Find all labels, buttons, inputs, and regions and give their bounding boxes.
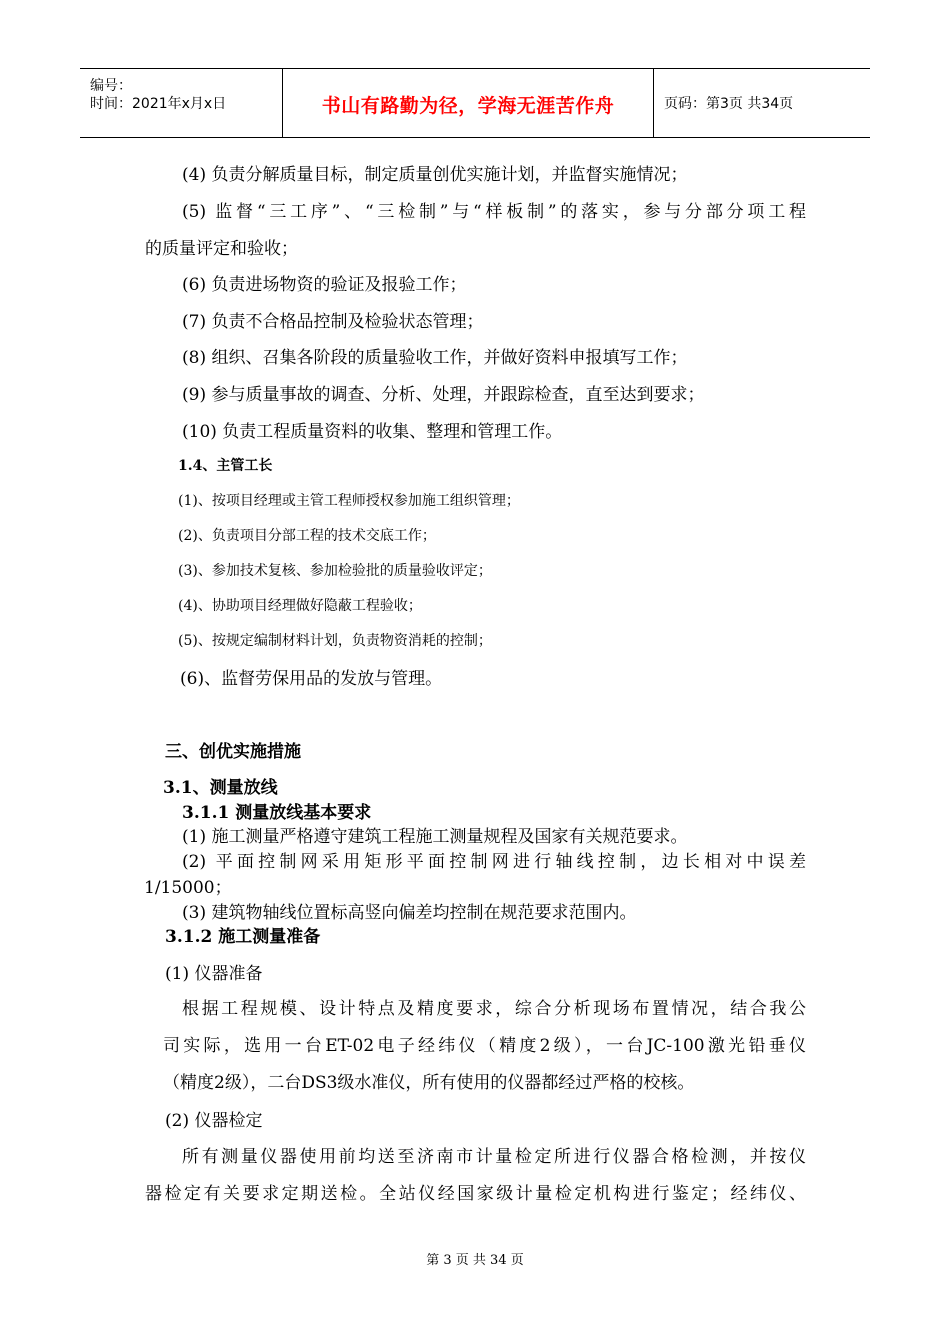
chapter-3-title: 三、创优实施措施 [165, 742, 301, 762]
number-label: 编号： [90, 78, 132, 94]
section-3-1-2-title: 3.1.2 施工测量准备 [165, 927, 321, 947]
duty-line: (7) 负责不合格品控制及检验状态管理； [182, 312, 484, 332]
para-line: （精度2级），二台DS3级水准仪，所有使用的仪器都经过严格的校核。 [163, 1073, 695, 1093]
section-3-1-title: 3.1、测量放线 [163, 778, 278, 798]
header-meta-cell [80, 69, 283, 137]
para-line: 1/15000； [144, 878, 232, 898]
date-line: 时间：2021年x月x日 [90, 96, 227, 112]
list-item: (3)、参加技术复核、参加检验批的质量验收评定； [178, 563, 492, 579]
para-line: 所有测量仪器使用前均送至济南市计量检定所进行仪器合格检测，并按仪 [182, 1147, 806, 1167]
page-footer: 第 3 页 共 34 页 [426, 1253, 524, 1268]
duty-line: (8) 组织、召集各阶段的质量验收工作，并做好资料申报填写工作； [182, 348, 688, 368]
subsection-title: (1) 仪器准备 [165, 964, 263, 984]
list-item: (4)、协助项目经理做好隐蔽工程验收； [178, 598, 422, 614]
para-line: 器检定有关要求定期送检。全站仪经国家级计量检定机构进行鉴定；经纬仪、 [145, 1184, 806, 1204]
page-header [80, 68, 870, 138]
duty-line: (9) 参与质量事故的调查、分析、处理，并跟踪检查，直至达到要求； [182, 385, 705, 405]
section-1-4-title: 1.4、主管工长 [178, 458, 273, 474]
list-item: (5)、按规定编制材料计划，负责物资消耗的控制； [178, 633, 492, 649]
para-line: 根据工程规模、设计特点及精度要求，综合分析现场布置情况，结合我公 [182, 999, 806, 1019]
motto: 书山有路勤为径，学海无涯苦作舟 [321, 95, 615, 117]
duty-line: (6) 负责进场物资的验证及报验工作； [182, 275, 467, 295]
page-info: 页码：第3页 共34页 [664, 96, 794, 112]
list-item: (6)、监督劳保用品的发放与管理。 [180, 669, 443, 689]
duty-line: (4) 负责分解质量目标，制定质量创优实施计划，并监督实施情况； [182, 165, 688, 185]
header-motto-cell [283, 69, 654, 137]
duty-line: 的质量评定和验收； [145, 239, 298, 259]
duty-line: (10) 负责工程质量资料的收集、整理和管理工作。 [182, 422, 563, 442]
para-line: (3) 建筑物轴线位置标高竖向偏差均控制在规范要求范围内。 [182, 903, 637, 923]
para-line: 司实际，选用一台ET-02电子经纬仪（精度2级），一台JC-100激光铅垂仪 [163, 1036, 806, 1056]
subsection-title: (2) 仪器检定 [165, 1111, 263, 1131]
para-line: (2) 平面控制网采用矩形平面控制网进行轴线控制，边长相对中误差 [182, 852, 806, 872]
duty-line: (5) 监督“三工序”、“三检制”与“样板制”的落实，参与分部分项工程 [182, 202, 806, 222]
section-3-1-1-title: 3.1.1 测量放线基本要求 [182, 803, 372, 823]
list-item: (1)、按项目经理或主管工程师授权参加施工组织管理； [178, 493, 520, 509]
para-line: (1) 施工测量严格遵守建筑工程施工测量规程及国家有关规范要求。 [182, 827, 688, 847]
list-item: (2)、负责项目分部工程的技术交底工作； [178, 528, 436, 544]
